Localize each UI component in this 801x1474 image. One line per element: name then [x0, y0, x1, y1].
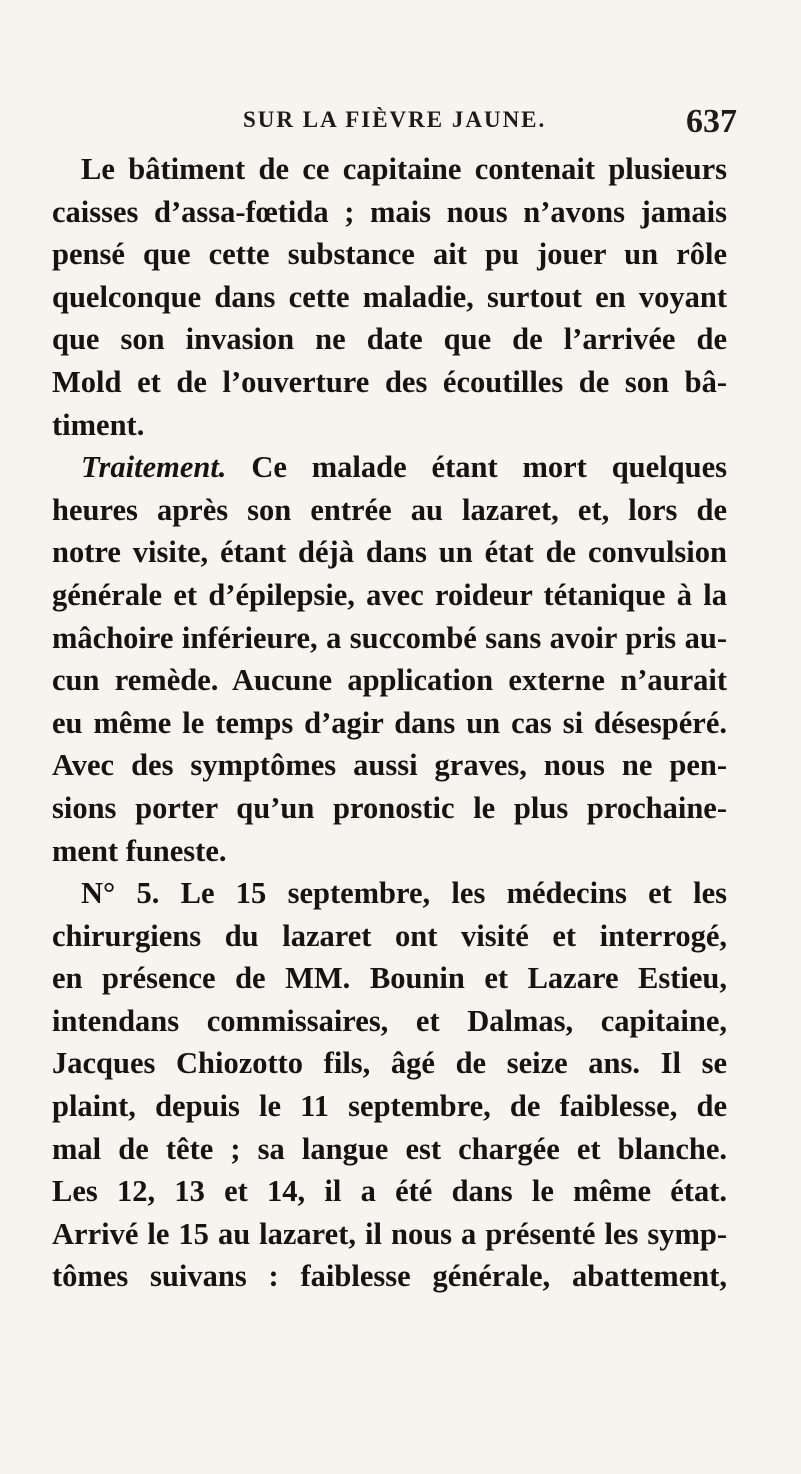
- text-line: Avec des symptômes aussi graves, nous ne pen-: [52, 748, 727, 783]
- text-line: intendans commissaires, et Dalmas, capitaine,: [52, 1003, 727, 1038]
- text-line: N° 5. Le 15 septembre, les médecins et les: [81, 876, 727, 911]
- text-line: sions porter qu’un pronostic le plus prochaine-: [52, 790, 727, 825]
- text-line: timent.: [52, 407, 145, 442]
- running-title: SUR LA FIÈVRE JAUNE.: [243, 107, 547, 132]
- section-lead-traitement: Traitement.: [81, 450, 227, 485]
- body-text: [52, 148, 727, 1298]
- page-header: [0, 103, 801, 143]
- text-line: plaint, depuis le 11 septembre, de faiblesse, de: [52, 1089, 727, 1124]
- text-line: quelconque dans cette maladie, surtout en voyant: [52, 279, 727, 314]
- text-line: Le bâtiment de ce capitaine contenait plusieurs: [81, 152, 727, 186]
- text-line: Les 12, 13 et 14, il a été dans le même état.: [52, 1174, 727, 1209]
- text-line: eu même le temps d’agir dans un cas si désespéré.: [52, 705, 727, 740]
- text-line: Jacques Chiozotto fils, âgé de seize ans. Il se: [52, 1046, 727, 1081]
- text-line: en présence de MM. Bounin et Lazare Estieu,: [52, 961, 727, 996]
- text-line-rest: Ce malade étant mort quelques: [226, 450, 727, 485]
- text-line: que son invasion ne date que de l’arrivée de: [52, 322, 727, 357]
- text-line: mal de tête ; sa langue est chargée et blanche.: [52, 1131, 727, 1166]
- text-line: Arrivé le 15 au lazaret, il nous a présenté les symp-: [52, 1216, 727, 1251]
- text-line: mâchoire inférieure, a succombé sans avoir pris au-: [52, 620, 727, 655]
- text-line: pensé que cette substance ait pu jouer un rôle: [52, 237, 727, 272]
- text-line: caisses d’assa-fœtida ; mais nous n’avons jamais: [52, 194, 727, 229]
- text-line: [52, 446, 727, 489]
- text-line: heures après son entrée au lazaret, et, lors de: [52, 492, 727, 527]
- text-line: cun remède. Aucune application externe n’aurait: [52, 663, 727, 698]
- page-number: 637: [686, 103, 737, 140]
- text-line: notre visite, étant déjà dans un état de convulsion: [52, 535, 727, 570]
- text-line: Mold et de l’ouverture des écoutilles de son bâ-: [52, 364, 727, 399]
- text-line: chirurgiens du lazaret ont visité et interrogé,: [52, 918, 727, 953]
- text-line: ment funeste.: [52, 833, 227, 868]
- text-line: tômes suivans : faiblesse générale, abattement,: [52, 1259, 727, 1294]
- text-line: générale et d’épilepsie, avec roideur tétanique à la: [52, 577, 727, 612]
